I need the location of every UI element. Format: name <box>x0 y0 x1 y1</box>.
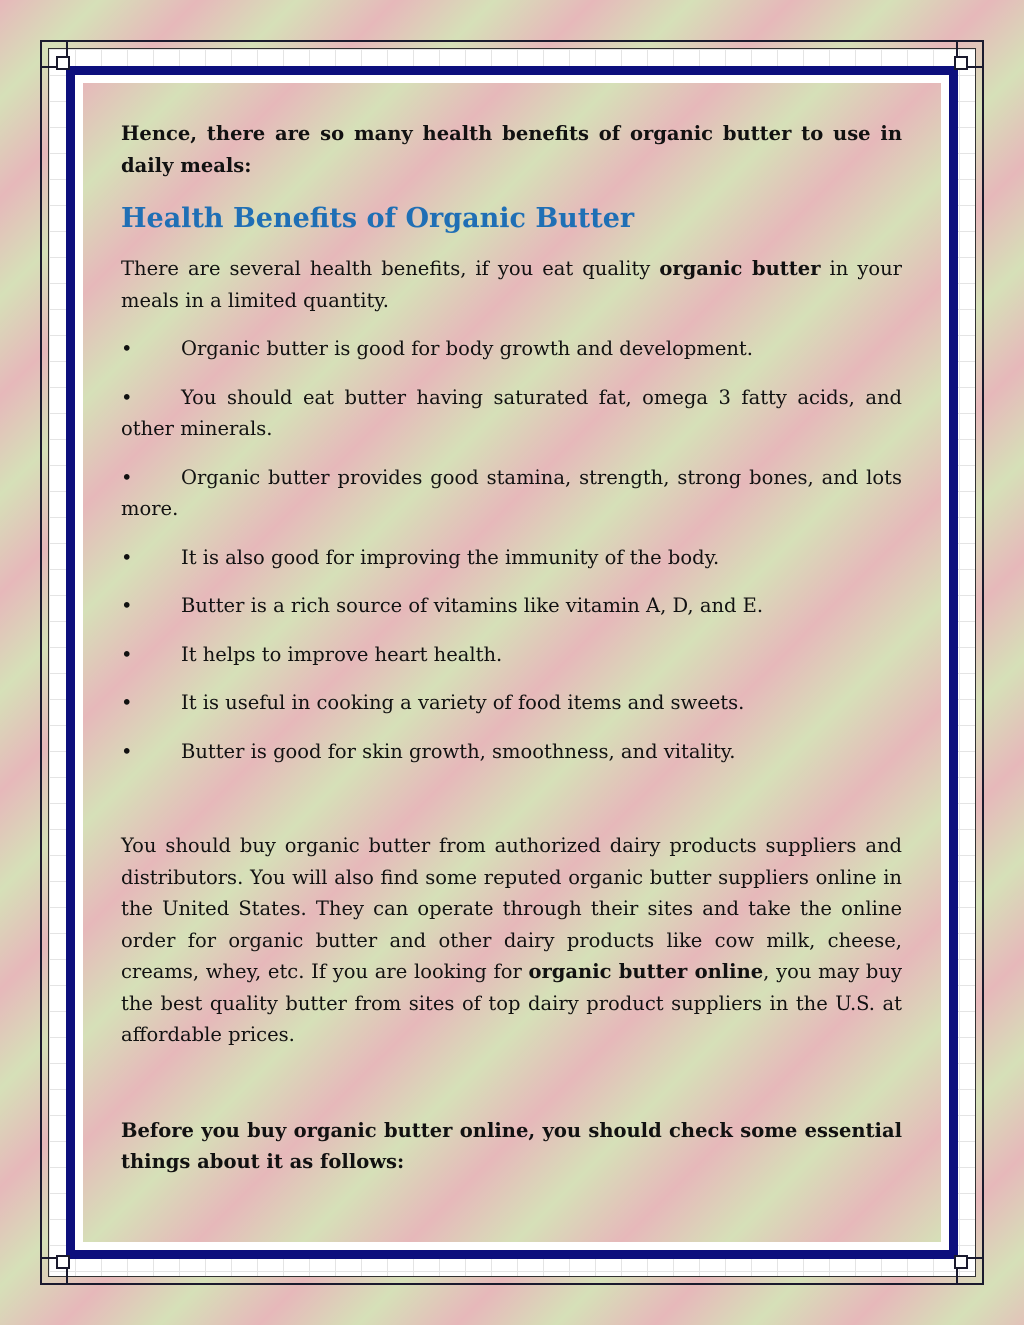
bullet-item <box>121 542 902 574</box>
bullet-dot: • <box>121 465 133 489</box>
bullet-text: Butter is a rich source of vitamins like vitamin A, D, and E. <box>181 594 764 617</box>
corner-inner-ornament-bottom-right <box>954 1255 968 1269</box>
bullet-text: Organic butter provides good stamina, strength, strong bones, and lots more. <box>121 465 902 520</box>
corner-inner-ornament-top-left <box>56 56 70 70</box>
bullet-dot: • <box>121 739 133 763</box>
bullet-item <box>121 333 902 365</box>
bullet-item <box>121 639 902 671</box>
bullet-item <box>121 462 902 525</box>
bullet-text: It is useful in cooking a variety of food items and sweets. <box>181 691 745 714</box>
paragraph-spacer <box>121 1051 902 1115</box>
intro-paragraph <box>121 253 902 316</box>
bullet-item <box>121 687 902 719</box>
bullet-dot: • <box>121 642 133 666</box>
buy-text-before: You should buy organic butter from authorized dairy products suppliers and distributors. You will also find some reputed organic butter suppliers online in the United States. They can operate through their sites and take the online order for organic butter and other dairy products like cow milk, cheese, creams, whey, etc. If you are looking for <box>121 834 902 983</box>
bullet-dot: • <box>121 545 133 569</box>
buy-bold-keyword: organic butter online <box>528 960 764 983</box>
intro-bold-keyword: organic butter <box>659 257 821 280</box>
bullet-text: You should eat butter having saturated fat, omega 3 fatty acids, and other minerals. <box>121 385 902 440</box>
document-body <box>121 118 902 1178</box>
intro-text-after: in your meals in a limited quantity. <box>121 257 902 312</box>
corner-inner-ornament-top-right <box>954 56 968 70</box>
paragraph-spacer <box>121 784 902 830</box>
section-title: Health Benefits of Organic Butter <box>121 203 635 234</box>
intro-text-before: There are several health benefits, if you eat quality <box>121 257 660 280</box>
bullet-text: Organic butter is good for body growth and development. <box>181 337 753 360</box>
bullet-text: It is also good for improving the immunity of the body. <box>181 545 720 569</box>
bullet-dot: • <box>121 691 133 714</box>
intro-heading: Hence, there are so many health benefits of organic butter to use in daily meals: <box>121 122 902 177</box>
bullet-item <box>121 382 902 445</box>
buy-text-after: , you may buy the best quality butter from sites of top dairy product suppliers in the U.S. at affordable prices. <box>121 960 902 1046</box>
bullet-text: It helps to improve heart health. <box>181 642 503 666</box>
buy-paragraph <box>121 830 902 1051</box>
bullet-item <box>121 590 902 622</box>
bullet-dot: • <box>121 594 133 617</box>
bullet-text: Butter is good for skin growth, smoothness, and vitality. <box>181 739 736 763</box>
bullet-item <box>121 736 902 768</box>
bullet-dot: • <box>121 385 133 409</box>
bullet-dot: • <box>121 337 133 360</box>
corner-inner-ornament-bottom-left <box>56 1255 70 1269</box>
closing-heading: Before you buy organic butter online, you should check some essential things about it as follows: <box>121 1118 902 1173</box>
